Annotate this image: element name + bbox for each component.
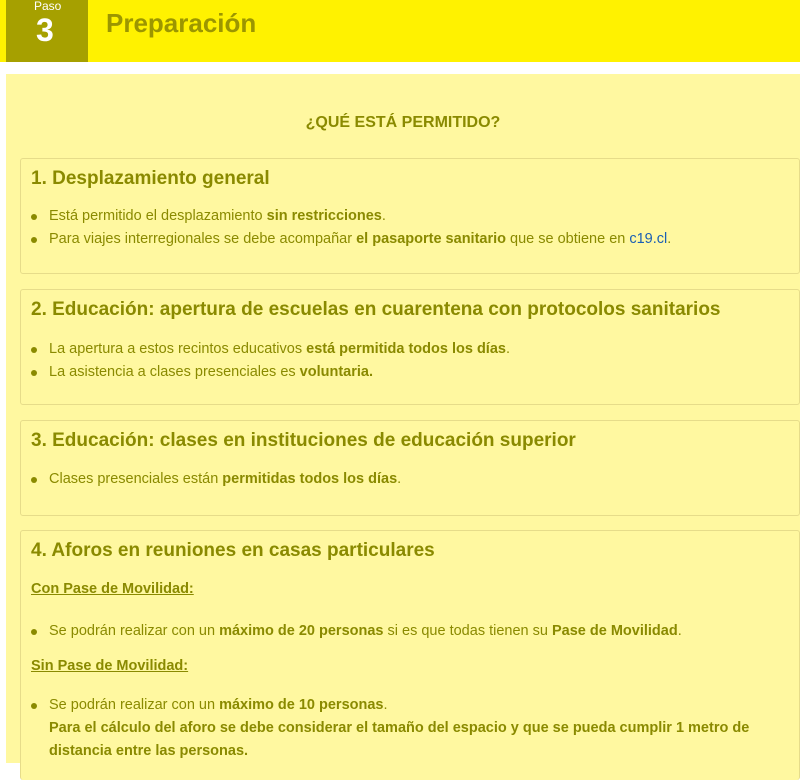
bullet-list [31,620,682,643]
section-title: ¿QUÉ ESTÁ PERMITIDO? [305,114,501,131]
bullet-icon [31,370,37,376]
bullet-icon [31,629,37,635]
bullet-icon [31,347,37,353]
card-aforos [20,530,800,780]
bullet-icon [31,703,37,709]
card-educacion-escuelas [20,289,800,405]
step-header [0,0,800,62]
list-item: La apertura a estos recintos educativos está permitida todos los días. [31,338,510,361]
card-title: 3. Educación: clases en instituciones de educación superior [31,430,576,451]
list-item-note: Para el cálculo del aforo se debe considerar el tamaño del espacio y que se pueda cumplir 1 metro de [49,720,750,736]
step-number: 3 [36,12,54,48]
bullet-list [31,205,671,251]
bullet-icon [31,237,37,243]
list-item: Se podrán realizar con un máximo de 20 personas si es que todas tienen su Pase de Movilidad. [31,620,682,643]
content-panel [6,74,800,763]
list-item-note: distancia entre las personas. [49,743,249,759]
with-pass-label: Con Pase de Movilidad: [31,581,194,597]
without-pass-label: Sin Pase de Movilidad: [31,658,189,674]
card-title: 4. Aforos en reuniones en casas particulares [31,540,435,561]
card-educacion-superior [20,420,800,516]
card-title: 2. Educación: apertura de escuelas en cuarentena con protocolos sanitarios [31,299,721,320]
step-badge [6,0,88,62]
bullet-list [31,338,510,384]
list-item: Para viajes interregionales se debe acompañar el pasaporte sanitario que se obtiene en c19.cl. [31,228,671,251]
bullet-list [31,694,749,763]
step-word: Paso [34,0,62,13]
list-item: La asistencia a clases presenciales es voluntaria. [31,361,510,384]
list-item: Está permitido el desplazamiento sin restricciones. [31,205,671,228]
c19-link[interactable]: c19.cl [629,231,668,247]
list-item: Clases presenciales están permitidas todos los días. [31,468,401,491]
list-item: Se podrán realizar con un máximo de 10 personas. [31,694,749,717]
page-title: Preparación [106,8,257,38]
bullet-icon [31,477,37,483]
card-title: 1. Desplazamiento general [31,168,270,189]
card-desplazamiento [20,158,800,274]
bullet-icon [31,214,37,220]
bullet-list [31,468,401,491]
